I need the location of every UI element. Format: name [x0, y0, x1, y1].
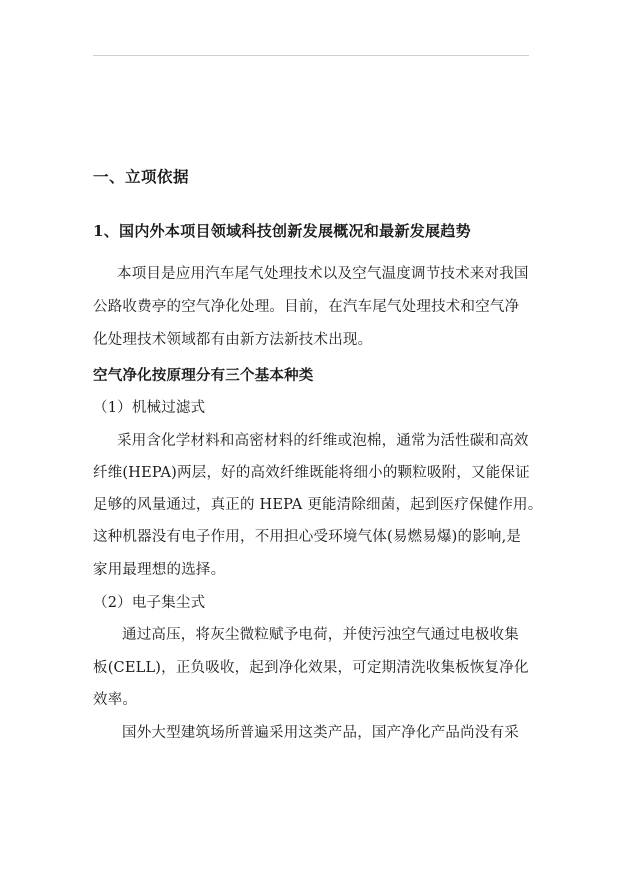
item2-next-paragraph-line: 国外大型建筑场所普遍采用这类产品，国产净化产品尚没有采	[122, 725, 519, 741]
item2-paragraph-line: 通过高压，将灰尘微粒赋予电荷，并使污浊空气通过电极收集	[122, 627, 519, 643]
section-heading: 一、立项依据	[93, 167, 190, 186]
classification-heading: 空气净化按原理分有三个基本种类	[93, 367, 314, 384]
item1-paragraph-line: 采用含化学材料和高密材料的纤维或泡棉，通常为活性碳和高效	[117, 433, 529, 449]
intro-paragraph-line: 化处理技术领域都有由新方法新技术出现。	[93, 332, 373, 348]
item2-paragraph-line: 效率。	[93, 692, 138, 708]
item2-paragraph-line: 板(CELL)，正负吸收，起到净化效果，可定期清洗收集板恢复净化	[93, 660, 529, 676]
header-divider	[93, 55, 529, 56]
intro-paragraph-line: 本项目是应用汽车尾气处理技术以及空气温度调节技术来对我国	[117, 266, 529, 282]
item1-paragraph-line: 足够的风量通过，真正的 HEPA 更能清除细菌，起到医疗保健作用。	[93, 497, 543, 513]
item2-label: （2）电子集尘式	[93, 595, 206, 611]
item1-paragraph-line: 纤维(HEPA)两层，好的高效纤维既能将细小的颗粒吸附，又能保证	[93, 465, 530, 481]
subsection-heading: 1、国内外本项目领域科技创新发展概况和最新发展趋势	[93, 222, 471, 240]
intro-paragraph-line: 公路收费亭的空气净化处理。目前，在汽车尾气处理技术和空气净	[93, 299, 520, 315]
item1-paragraph-line: 这种机器没有电子作用，不用担心受环境气体(易燃易爆)的影响,是	[93, 529, 522, 545]
item1-label: （1）机械过滤式	[93, 400, 206, 416]
item1-paragraph-line: 家用最理想的选择。	[93, 562, 226, 578]
